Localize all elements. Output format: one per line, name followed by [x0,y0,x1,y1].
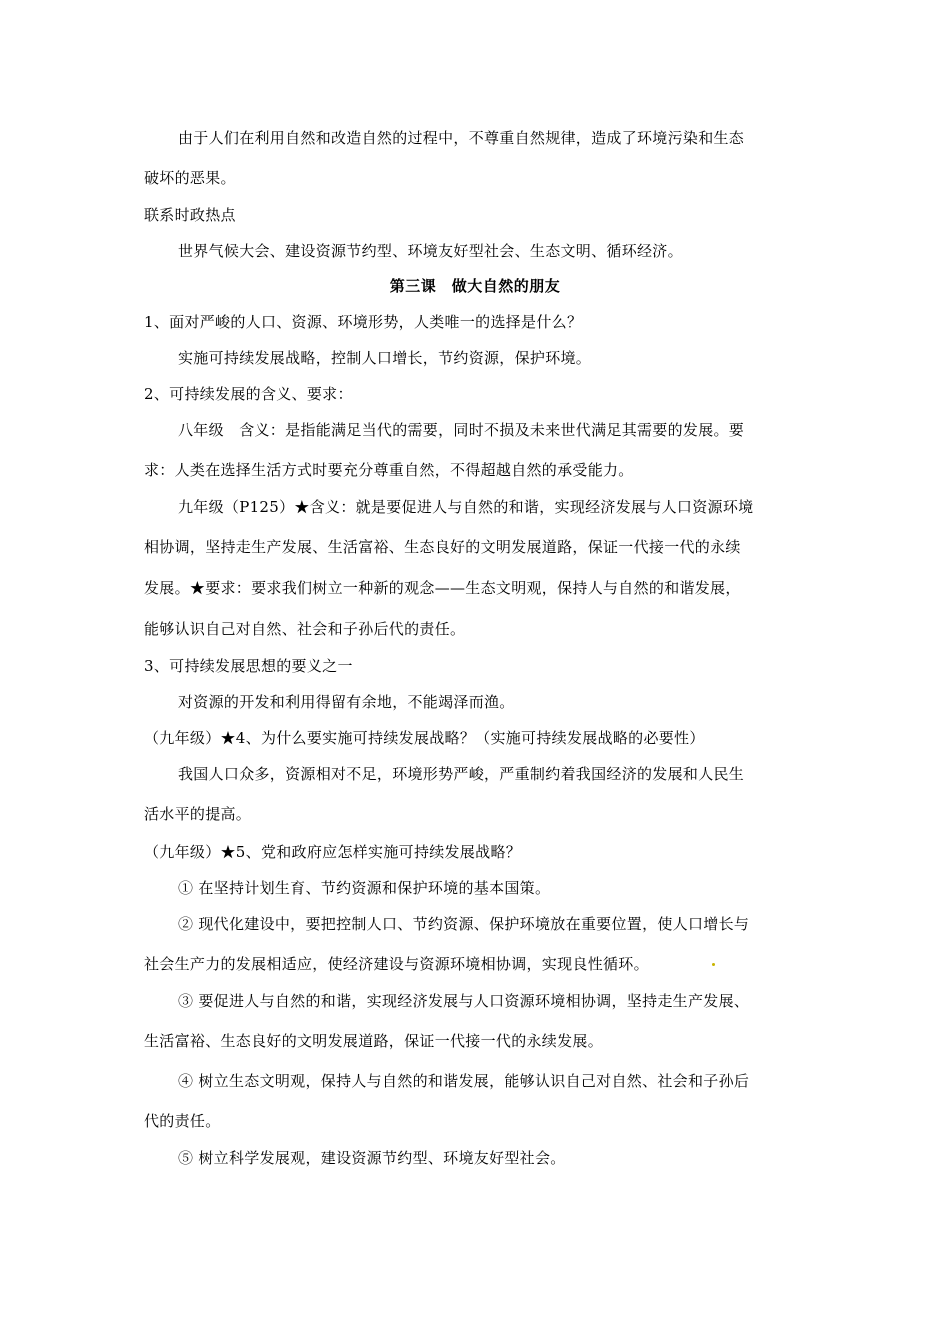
list-item: ① 在坚持计划生育、节约资源和保护环境的基本国策。 [178,879,551,897]
list-item: ② 现代化建设中，要把控制人口、节约资源、保护环境放在重要位置，使人口增长与 [178,915,750,933]
question-heading: 3、可持续发展思想的要义之一 [144,657,353,675]
answer-line: 九年级（P125）★含义：就是要促进人与自然的和谐，实现经济发展与人口资源环境 [178,498,754,516]
lesson-title: 第三课 做大自然的朋友 [389,277,561,295]
question-heading: （九年级）★4、为什么要实施可持续发展战略？（实施可持续发展战略的必要性） [144,729,705,747]
answer-line: 相协调，坚持走生产发展、生活富裕、生态良好的文明发展道路，保证一代接一代的永续 [144,538,741,556]
answer-line: 求：人类在选择生活方式时要充分尊重自然，不得超越自然的承受能力。 [144,461,634,479]
list-item: ④ 树立生态文明观，保持人与自然的和谐发展，能够认识自己对自然、社会和子孙后 [178,1072,750,1090]
paragraph-line: 破坏的恶果。 [144,169,236,187]
answer-line: 八年级 含义：是指能满足当代的需要，同时不损及未来世代满足其需要的发展。要 [178,421,745,439]
list-item: ⑤ 树立科学发展观，建设资源节约型、环境友好型社会。 [178,1149,566,1167]
paragraph-line: 世界气候大会、建设资源节约型、环境友好型社会、生态文明、循环经济。 [178,242,683,260]
question-heading: 2、可持续发展的含义、要求： [144,385,353,403]
answer-line: 能够认识自己对自然、社会和子孙后代的责任。 [144,620,466,638]
question-heading: （九年级）★5、党和政府应怎样实施可持续发展战略？ [144,843,522,861]
paragraph-line: 由于人们在利用自然和改造自然的过程中，不尊重自然规律，造成了环境污染和生态 [178,129,745,147]
stray-mark [712,963,715,966]
section-label: 联系时政热点 [144,206,236,224]
answer-line: 活水平的提高。 [144,805,252,823]
answer-line: 实施可持续发展战略，控制人口增长，节约资源，保护环境。 [178,349,592,367]
list-item: ③ 要促进人与自然的和谐，实现经济发展与人口资源环境相协调，坚持走生产发展、 [178,992,750,1010]
answer-line: 发展。★要求：要求我们树立一种新的观念——生态文明观，保持人与自然的和谐发展， [144,579,741,597]
list-item: 代的责任。 [144,1112,221,1130]
answer-line: 我国人口众多，资源相对不足，环境形势严峻，严重制约着我国经济的发展和人民生 [178,765,745,783]
answer-line: 对资源的开发和利用得留有余地，不能竭泽而渔。 [178,693,515,711]
list-item: 生活富裕、生态良好的文明发展道路，保证一代接一代的永续发展。 [144,1032,604,1050]
list-item: 社会生产力的发展相适应，使经济建设与资源环境相协调，实现良性循环。 [144,955,649,973]
question-heading: 1、面对严峻的人口、资源、环境形势，人类唯一的选择是什么？ [144,313,583,331]
